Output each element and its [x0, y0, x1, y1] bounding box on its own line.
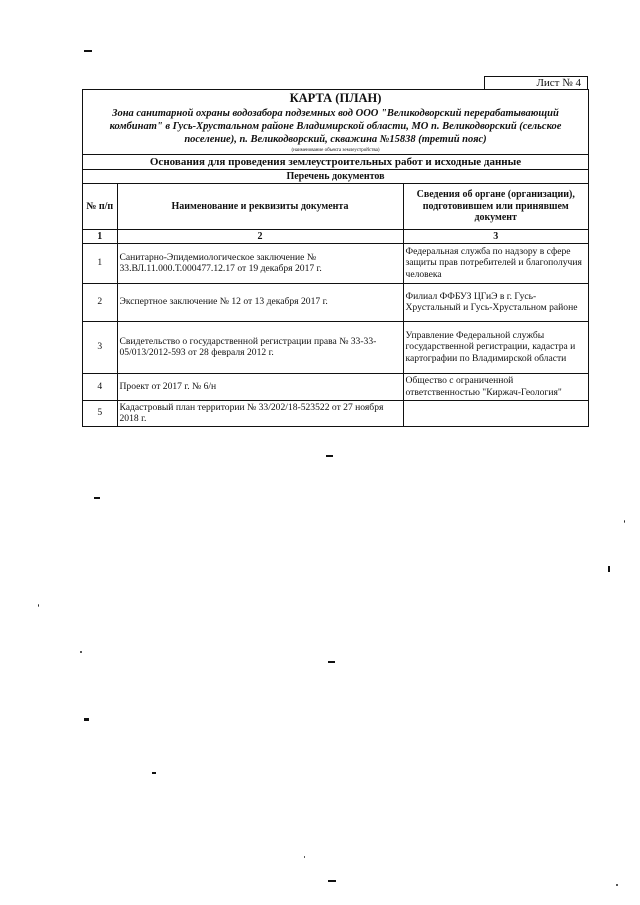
scan-mark: [328, 661, 335, 663]
section-heading: Основания для проведения землеустроительных работ и исходные данные: [83, 155, 588, 170]
object-name-caption: (наименование объекта землеустройства): [83, 147, 588, 155]
sheet-number-box: [484, 76, 588, 90]
row-doc: Экспертное заключение № 12 от 13 декабря 2017 г.: [117, 283, 403, 321]
scan-speck: [80, 651, 82, 653]
column-number: 3: [403, 229, 588, 243]
row-org: Федеральная служба по надзору в сфере защиты прав потребителей и благополучия человека: [403, 243, 588, 283]
scan-mark: [152, 772, 156, 774]
row-doc: Кадастровый план территории № 33/202/18-523522 от 27 ноября 2018 г.: [117, 400, 403, 426]
column-numbers-row: [83, 229, 588, 243]
scan-speck: [304, 856, 305, 858]
table-row: [83, 283, 588, 321]
column-number: 1: [83, 229, 117, 243]
header-doc: Наименование и реквизиты документа: [117, 184, 403, 229]
plan-frame: [82, 89, 589, 427]
scan-mark: [608, 566, 610, 572]
table-row: [83, 321, 588, 373]
scan-mark: [84, 50, 92, 52]
row-org: Управление Федеральной службы государственной регистрации, кадастра и картографии по Владимирской области: [403, 321, 588, 373]
header-num: № п/п: [83, 184, 117, 229]
scan-mark: [326, 455, 333, 457]
row-org: Филиал ФФБУЗ ЦГиЭ в г. Гусь-Хрустальный и Гусь-Хрустальном районе: [403, 283, 588, 321]
sheet-number-label: Лист № 4: [536, 77, 581, 89]
table-row: [83, 373, 588, 400]
scan-speck: [624, 520, 625, 523]
document-title: КАРТА (ПЛАН): [289, 91, 382, 105]
row-doc: Проект от 2017 г. № 6/н: [117, 373, 403, 400]
list-heading: Перечень документов: [83, 170, 588, 184]
scan-speck: [38, 604, 39, 607]
scan-mark: [328, 880, 336, 882]
row-org: Общество с ограниченной ответственностью "Киржач-Геология": [403, 373, 588, 400]
table-row: [83, 400, 588, 426]
row-doc: Свидетельство о государственной регистрации права № 33-33-05/013/2012-593 от 28 февраля 2012 г.: [117, 321, 403, 373]
object-name: Зона санитарной охраны водозабора подземных вод ООО "Великодворский перерабатывающий комбинат" в Гусь-Хрустальном районе Владимирской области, МО п. Великодворский (сельское поселение), п. Великодворский, скважина №15838 (третий пояс): [109, 108, 562, 145]
table-header-row: [83, 184, 588, 229]
row-num: 2: [83, 283, 117, 321]
row-num: 5: [83, 400, 117, 426]
row-num: 4: [83, 373, 117, 400]
row-org: [403, 400, 588, 426]
row-num: 3: [83, 321, 117, 373]
table-row: [83, 243, 588, 283]
row-num: 1: [83, 243, 117, 283]
column-number: 2: [117, 229, 403, 243]
scan-speck: [616, 884, 618, 886]
header-org: Сведения об органе (организации), подготовившем или принявшем документ: [403, 184, 588, 229]
scan-mark: [94, 497, 100, 499]
row-doc: Санитарно-Эпидемиологическое заключение № 33.ВЛ.11.000.Т.000477.12.17 от 19 декабря 2017 г.: [117, 243, 403, 283]
documents-table: [83, 184, 588, 426]
scan-mark: [84, 718, 89, 721]
